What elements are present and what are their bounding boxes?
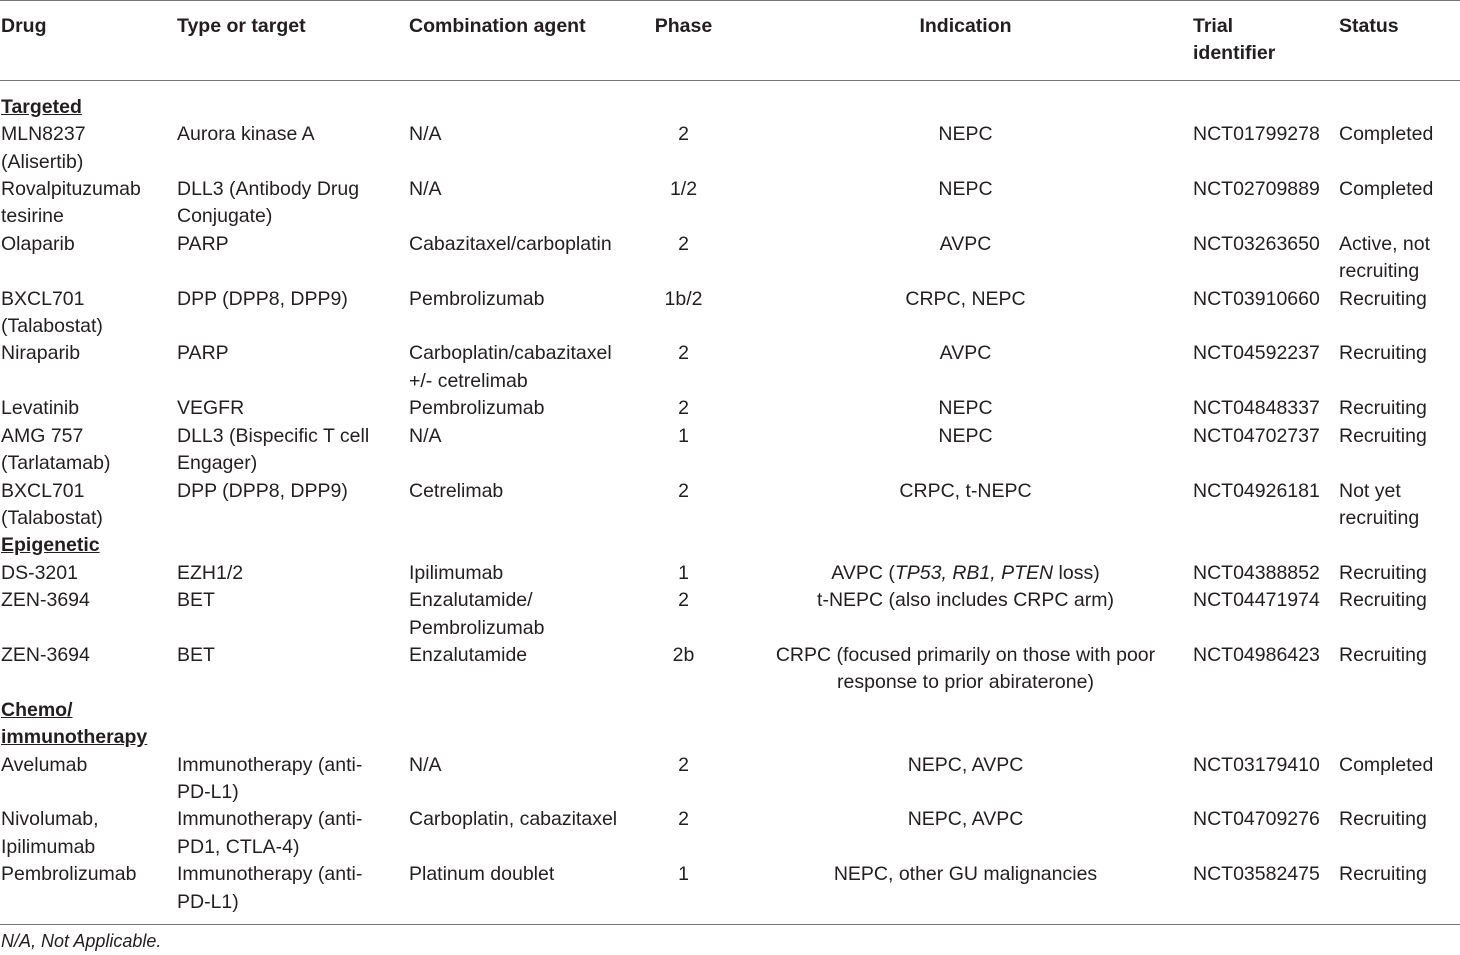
cell-combination: Carboplatin, cabazitaxel <box>409 808 618 831</box>
cell-trial-identifier: NCT04986423 <box>1193 643 1320 666</box>
cell-trial-identifier: NCT04926181 <box>1193 479 1320 502</box>
cell-combination: Cetrelimab <box>409 479 504 502</box>
section-label-line: Chemo/ <box>1 698 73 721</box>
cell-combination: N/A <box>409 178 442 201</box>
cell-drug: Avelumab <box>1 753 88 776</box>
cell-indication <box>742 642 1192 697</box>
cell-status: Recruiting <box>1339 287 1427 310</box>
header-combination: Combination agent <box>408 1 628 81</box>
drug-line: Ipilimumab <box>1 835 96 858</box>
cell-phase: 2 <box>678 232 689 255</box>
cell-combination: Pembrolizumab <box>409 287 545 310</box>
cell-indication <box>742 560 1192 587</box>
cell-status: Recruiting <box>1339 643 1427 666</box>
cell-status: Active, not recruiting <box>1339 232 1431 283</box>
cell-trial-identifier: NCT03263650 <box>1193 232 1320 255</box>
cell-indication: NEPC, AVPC <box>907 753 1024 776</box>
table-row <box>0 861 1460 924</box>
table-footnote: N/A, Not Applicable. <box>1 931 162 951</box>
header-phase: Phase <box>628 1 742 81</box>
section-label-targeted: Targeted <box>1 95 82 118</box>
cell-combination: Ipilimumab <box>409 561 504 584</box>
cell-phase: 1b/2 <box>664 287 703 310</box>
cell-status: Recruiting <box>1339 808 1427 831</box>
type-line: PD-L1) <box>177 780 239 803</box>
cell-type: BET <box>177 643 215 666</box>
cell-drug: Olaparib <box>1 232 75 255</box>
cell-trial-identifier: NCT04702737 <box>1193 424 1320 447</box>
header-status: Status <box>1338 1 1460 81</box>
table-row <box>0 176 1460 231</box>
cell-type: PARP <box>177 232 229 255</box>
table-row <box>0 286 1460 341</box>
cell-trial-identifier: NCT03910660 <box>1193 287 1320 310</box>
cell-trial-identifier: NCT04709276 <box>1193 808 1320 831</box>
cell-drug: Niraparib <box>1 342 81 365</box>
cell-type: EZH1/2 <box>177 561 244 584</box>
cell-phase: 2 <box>678 808 689 831</box>
header-indication: Indication <box>742 1 1192 81</box>
cell-phase: 1 <box>678 424 689 447</box>
type-line: PD-L1) <box>177 890 239 913</box>
type-line: Immunotherapy (anti- <box>177 808 363 831</box>
table-row <box>0 806 1460 861</box>
cell-type: BET <box>177 589 215 612</box>
indication-text: loss) <box>1053 561 1100 584</box>
cell-phase: 1 <box>678 561 689 584</box>
cell-type <box>176 861 408 924</box>
type-line: PD1, CTLA-4) <box>177 835 300 858</box>
cell-trial-identifier: NCT04848337 <box>1193 397 1320 420</box>
cell-indication: CRPC, NEPC <box>905 287 1026 310</box>
cell-type: Aurora kinase A <box>177 123 315 146</box>
combination-line: Pembrolizumab <box>409 616 545 639</box>
table-row <box>0 478 1460 533</box>
cell-type: DLL3 (Bispecific T cell Engager) <box>177 424 370 475</box>
indication-genes: TP53, RB1, PTEN <box>894 561 1054 584</box>
cell-trial-identifier: NCT04592237 <box>1193 342 1320 365</box>
cell-phase: 1 <box>628 861 742 924</box>
header-drug: Drug <box>0 1 176 81</box>
cell-status: Recruiting <box>1339 561 1427 584</box>
cell-indication: NEPC <box>938 123 993 146</box>
indication-text: AVPC ( <box>831 561 895 584</box>
table-row <box>0 587 1460 642</box>
cell-indication: AVPC <box>939 342 992 365</box>
cell-status: Completed <box>1339 753 1434 776</box>
cell-type: PARP <box>177 342 229 365</box>
cell-combination <box>408 587 628 642</box>
cell-phase: 1/2 <box>669 178 698 201</box>
table-body <box>0 80 1460 924</box>
cell-combination: Pembrolizumab <box>409 397 545 420</box>
cell-status: Recruiting <box>1339 342 1427 365</box>
header-row <box>0 1 1460 81</box>
cell-type: VEGFR <box>177 397 245 420</box>
indication-line: response to prior abiraterone) <box>837 671 1094 694</box>
cell-combination: N/A <box>409 424 442 447</box>
section-row-epigenetic <box>0 532 1460 559</box>
cell-type: DPP (DPP8, DPP9) <box>177 479 348 502</box>
cell-indication: NEPC <box>938 178 993 201</box>
cell-status: Recruiting <box>1339 397 1427 420</box>
table-row <box>0 231 1460 286</box>
section-label-line: immunotherapy <box>1 726 148 749</box>
table-row <box>0 752 1460 807</box>
cell-phase: 2 <box>678 123 689 146</box>
header-trial-line1: Trial <box>1193 15 1234 37</box>
table-row <box>0 340 1460 395</box>
cell-indication: NEPC, AVPC <box>907 808 1024 831</box>
indication-line: CRPC (focused primarily on those with poor <box>775 643 1156 666</box>
combination-line: Enzalutamide/ <box>409 589 533 612</box>
cell-trial-identifier: NCT03179410 <box>1193 753 1320 776</box>
cell-drug: DS-3201 <box>1 561 78 584</box>
cell-type <box>176 752 408 807</box>
cell-drug: AMG 757 (Tarlatamab) <box>1 424 111 475</box>
table-header <box>0 1 1460 81</box>
cell-type: DPP (DPP8, DPP9) <box>177 287 348 310</box>
cell-trial-identifier: NCT04471974 <box>1193 589 1320 612</box>
cell-drug: Pembrolizumab <box>0 861 176 924</box>
section-label-chemo-immunotherapy <box>0 697 408 752</box>
cell-combination: Platinum doublet <box>408 861 628 924</box>
cell-status: Recruiting <box>1339 589 1427 612</box>
cell-phase: 2 <box>678 342 689 365</box>
combination-line: +/- cetrelimab <box>409 369 528 392</box>
cell-combination: Cabazitaxel/carboplatin <box>409 232 612 255</box>
cell-type <box>176 806 408 861</box>
table-row <box>0 560 1460 587</box>
cell-phase: 2 <box>678 753 689 776</box>
type-line: Immunotherapy (anti- <box>177 753 363 776</box>
cell-indication: CRPC, t-NEPC <box>899 479 1032 502</box>
header-trial-identifier <box>1192 1 1338 81</box>
cell-status: Recruiting <box>1339 424 1427 447</box>
cell-drug: MLN8237 (Alisertib) <box>1 123 86 173</box>
cell-phase: 2 <box>678 479 689 502</box>
header-type: Type or target <box>176 1 408 81</box>
cell-indication: NEPC <box>938 397 993 420</box>
cell-trial-identifier: NCT04388852 <box>1193 561 1320 584</box>
cell-drug: Rovalpituzumab tesirine <box>1 178 141 228</box>
cell-indication: AVPC <box>939 232 992 255</box>
cell-trial-identifier: NCT02709889 <box>1193 178 1320 201</box>
cell-status: Completed <box>1339 123 1434 146</box>
type-line: Immunotherapy (anti- <box>177 863 363 886</box>
table-row <box>0 423 1460 478</box>
combination-line: Carboplatin/cabazitaxel <box>409 342 612 365</box>
cell-status: Recruiting <box>1338 861 1460 924</box>
section-row-chemo-immunotherapy <box>0 697 1460 752</box>
cell-combination: N/A <box>409 753 442 776</box>
cell-drug: ZEN-3694 <box>1 643 90 666</box>
cell-drug: ZEN-3694 <box>1 589 90 612</box>
cell-phase: 2b <box>672 643 695 666</box>
cell-phase: 2 <box>678 397 689 420</box>
cell-drug: BXCL701 (Talabostat) <box>1 287 103 338</box>
cell-combination <box>408 340 628 395</box>
cell-trial-identifier: NCT01799278 <box>1193 123 1320 146</box>
table-row <box>0 642 1460 697</box>
table-row <box>0 121 1460 176</box>
cell-status: Not yet recruiting <box>1339 479 1420 529</box>
section-label-epigenetic: Epigenetic <box>1 534 100 557</box>
cell-drug: BXCL701 (Talabostat) <box>1 479 103 529</box>
cell-indication: NEPC <box>938 424 993 447</box>
header-trial-line2: identifier <box>1193 42 1276 65</box>
cell-combination: Enzalutamide <box>409 643 528 666</box>
table-row <box>0 395 1460 422</box>
cell-type: DLL3 (Antibody Drug Conjugate) <box>177 178 360 228</box>
cell-drug <box>0 806 176 861</box>
section-row-targeted <box>0 80 1460 121</box>
cell-status: Completed <box>1339 178 1434 201</box>
cell-trial-identifier: NCT03582475 <box>1192 861 1338 924</box>
cell-indication: NEPC, other GU malignancies <box>742 861 1192 924</box>
cell-phase: 2 <box>678 589 689 612</box>
cell-drug: Levatinib <box>1 397 80 420</box>
cell-combination: N/A <box>409 123 442 146</box>
drug-line: Nivolumab, <box>1 808 99 831</box>
cell-indication: t-NEPC (also includes CRPC arm) <box>817 589 1114 612</box>
